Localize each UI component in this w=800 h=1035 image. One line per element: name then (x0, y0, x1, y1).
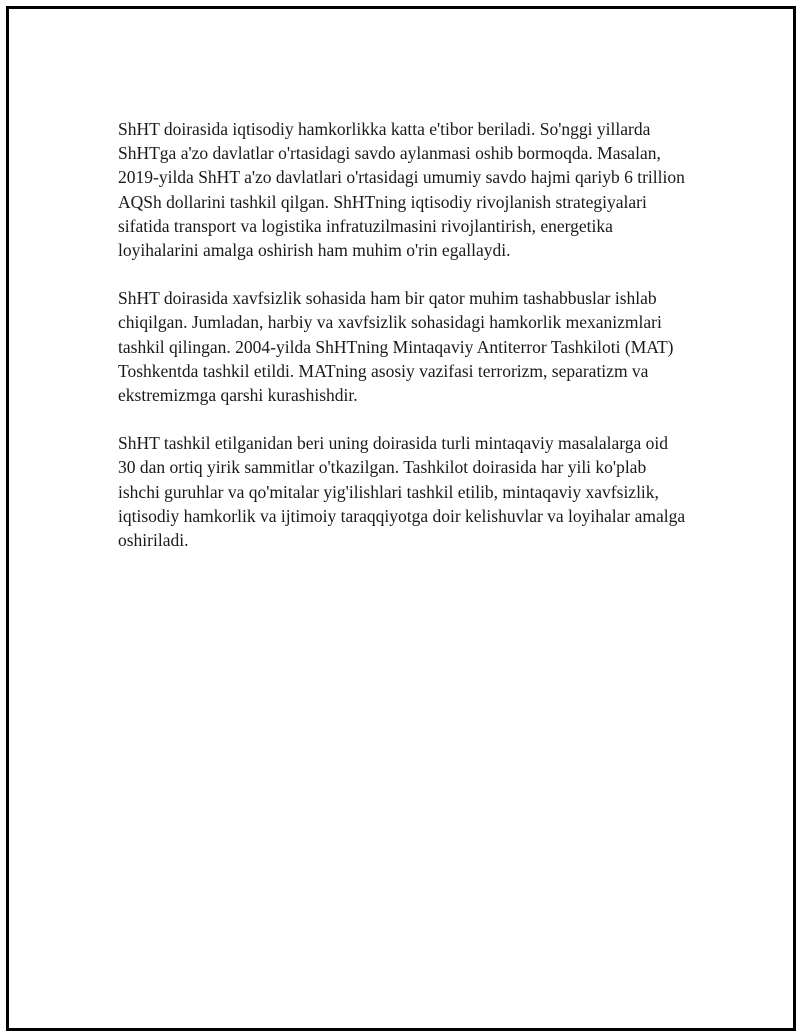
document-body (118, 117, 688, 576)
page-border (6, 6, 796, 1031)
paragraph-security-cooperation: ShHT doirasida xavfsizlik sohasida ham bir qator muhim tashabbuslar ishlab chiqilgan. Jumladan, harbiy va xavfsizlik sohasidagi hamkorlik mexanizmlari tashkil qilingan. 2004-yilda ShHTning Mintaqaviy Antiterror Tashkiloti (MAT) Toshkentda tashkil etildi. MATning asosiy vazifasi terrorizm, separatizm va ekstremizmga qarshi kurashishdir. (118, 288, 674, 406)
paragraph-summits: ShHT tashkil etilganidan beri uning doirasida turli mintaqaviy masalalarga oid 30 dan ortiq yirik sammitlar o'tkazilgan. Tashkilot doirasida har yili ko'plab ishchi guruhlar va qo'mitalar yig'ilishlari tashkil etilib, mintaqaviy xavfsizlik, iqtisodiy hamkorlik va ijtimoiy taraqqiyotga doir kelishuvlar va loyihalar amalga oshiriladi. (118, 433, 686, 551)
paragraph-economic-cooperation: ShHT doirasida iqtisodiy hamkorlikka katta e'tibor beriladi. So'nggi yillarda ShHTga a'zo davlatlar o'rtasidagi savdo aylanmasi oshib bormoqda. Masalan, 2019-yilda ShHT a'zo davlatlari o'rtasidagi umumiy savdo hajmi qariyb 6 trillion AQSh dollarini tashkil qilgan. ShHTning iqtisodiy rivojlanish strategiyalari sifatida transport va logistika infratuzilmasini rivojlantirish, energetika loyihalarini amalga oshirish ham muhim o'rin egallaydi. (118, 119, 685, 261)
